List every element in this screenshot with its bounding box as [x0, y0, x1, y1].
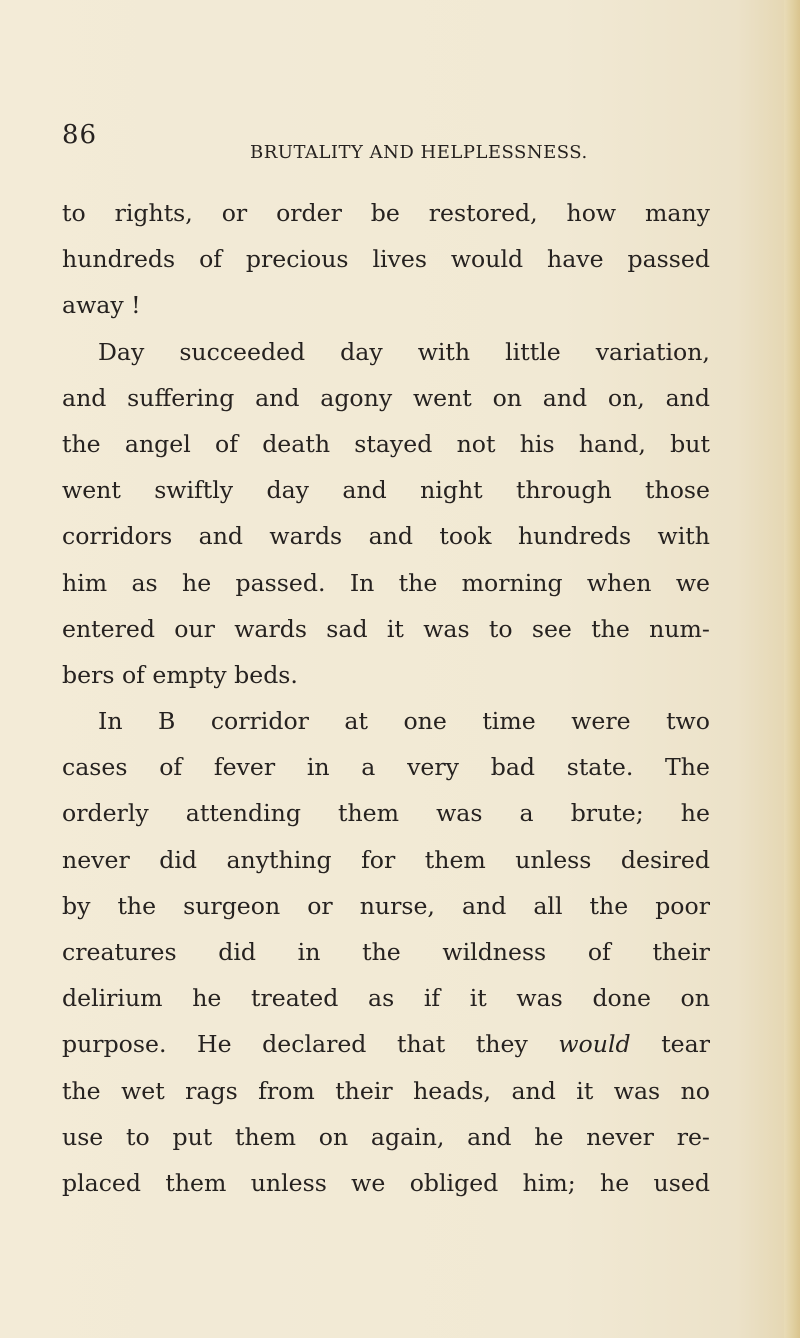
text-line: bers of empty beds. [62, 660, 298, 689]
text-line: use to put them on again, and he never re- [62, 1122, 710, 1151]
text-line: by the surgeon or nurse, and all the poor [62, 891, 710, 920]
text-line: went swiftly day and night through those [62, 476, 710, 505]
body-text [62, 190, 710, 1206]
text-line: cases of fever in a very bad state. The [62, 753, 710, 782]
text-line: creatures did in the wildness of their [62, 938, 710, 966]
text-line: Day succeeded day with little variation, [98, 337, 710, 366]
page-edge [784, 0, 800, 1338]
page-number: 86 [62, 120, 98, 150]
text-line: In B corridor at one time were two [98, 707, 710, 736]
text-line: hundreds of precious lives would have passed [62, 245, 710, 274]
text-line: the angel of death stayed not his hand, but [62, 429, 710, 458]
text-line: purpose. He declared that they would tear [62, 1030, 710, 1059]
text-line: placed them unless we obliged him; he used [62, 1168, 710, 1197]
text-line: entered our wards sad it was to see the num- [62, 614, 710, 643]
text-line: and suffering and agony went on and on, and [62, 383, 710, 412]
text-line: to rights, or order be restored, how many [62, 199, 710, 227]
text-line: orderly attending them was a brute; he [62, 799, 710, 828]
text-line: never did anything for them unless desired [62, 845, 710, 874]
text-line: delirium he treated as if it was done on [62, 984, 710, 1013]
running-head: BRUTALITY AND HELPLESSNESS. [250, 142, 588, 163]
text-line: away ! [62, 291, 141, 320]
text-line: him as he passed. In the morning when we [62, 568, 710, 597]
text-line: the wet rags from their heads, and it was no [62, 1076, 710, 1105]
text-line: corridors and wards and took hundreds with [62, 522, 710, 551]
